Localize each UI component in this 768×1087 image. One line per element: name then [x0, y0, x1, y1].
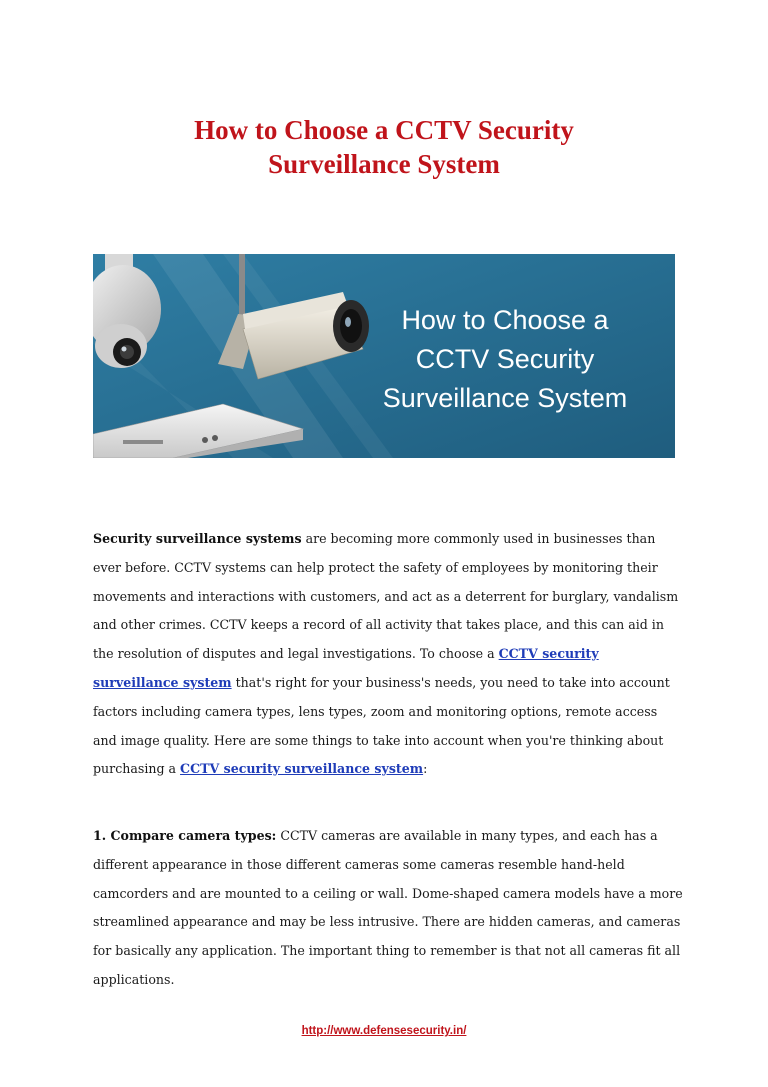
banner-line-1: How to Choose a	[401, 305, 609, 335]
footer	[0, 1025, 768, 1037]
footer-link[interactable]: http://www.defensesecurity.in/	[301, 1025, 467, 1037]
cctv-banner-graphic	[93, 254, 675, 458]
banner-line-3: Surveillance System	[382, 383, 628, 413]
banner-image	[93, 254, 675, 458]
intro-bold-lead: Security surveillance systems	[93, 531, 302, 546]
cctv-link-2[interactable]: CCTV security surveillance system	[180, 761, 424, 777]
page-title	[0, 113, 768, 181]
title-line-2: Surveillance System	[268, 149, 500, 179]
title-line-1: How to Choose a CCTV Security	[194, 115, 574, 145]
banner-line-2: CCTV Security	[415, 344, 595, 374]
intro-text-c: :	[423, 761, 428, 777]
intro-text-b: that's right for your business's needs, you need to take into account factors including camera types, lens types, zoom and monitoring options, remote access and image quality. Here are some things to take into account when you're thinking about purchasing a	[93, 674, 670, 777]
camera-types-heading: 1. Compare camera types:	[93, 828, 277, 843]
intro-text-a: are becoming more commonly used in businesses than ever before. CCTV systems can help protect the safety of employees by monitoring their movements and interactions with customers, and act as a deterrent for burglary, vandalism and other crimes. CCTV keeps a record of all activity that takes place, and this can aid in the resolution of disputes and legal investigations. To choose a	[93, 531, 679, 662]
cctv-link-1[interactable]: CCTV security surveillance system	[93, 646, 599, 690]
camera-types-text: CCTV cameras are available in many types, and each has a different appearance in those different cameras some cameras resemble hand-held camcorders and are mounted to a ceiling or wall. Dome-shaped camera models have a more streamlined appearance and may be less intrusive. There are hidden cameras, and cameras for basically any application. The important thing to remember is that not all cameras fit all applications.	[93, 828, 683, 987]
intro-paragraph	[93, 525, 683, 784]
camera-types-paragraph	[93, 822, 683, 995]
